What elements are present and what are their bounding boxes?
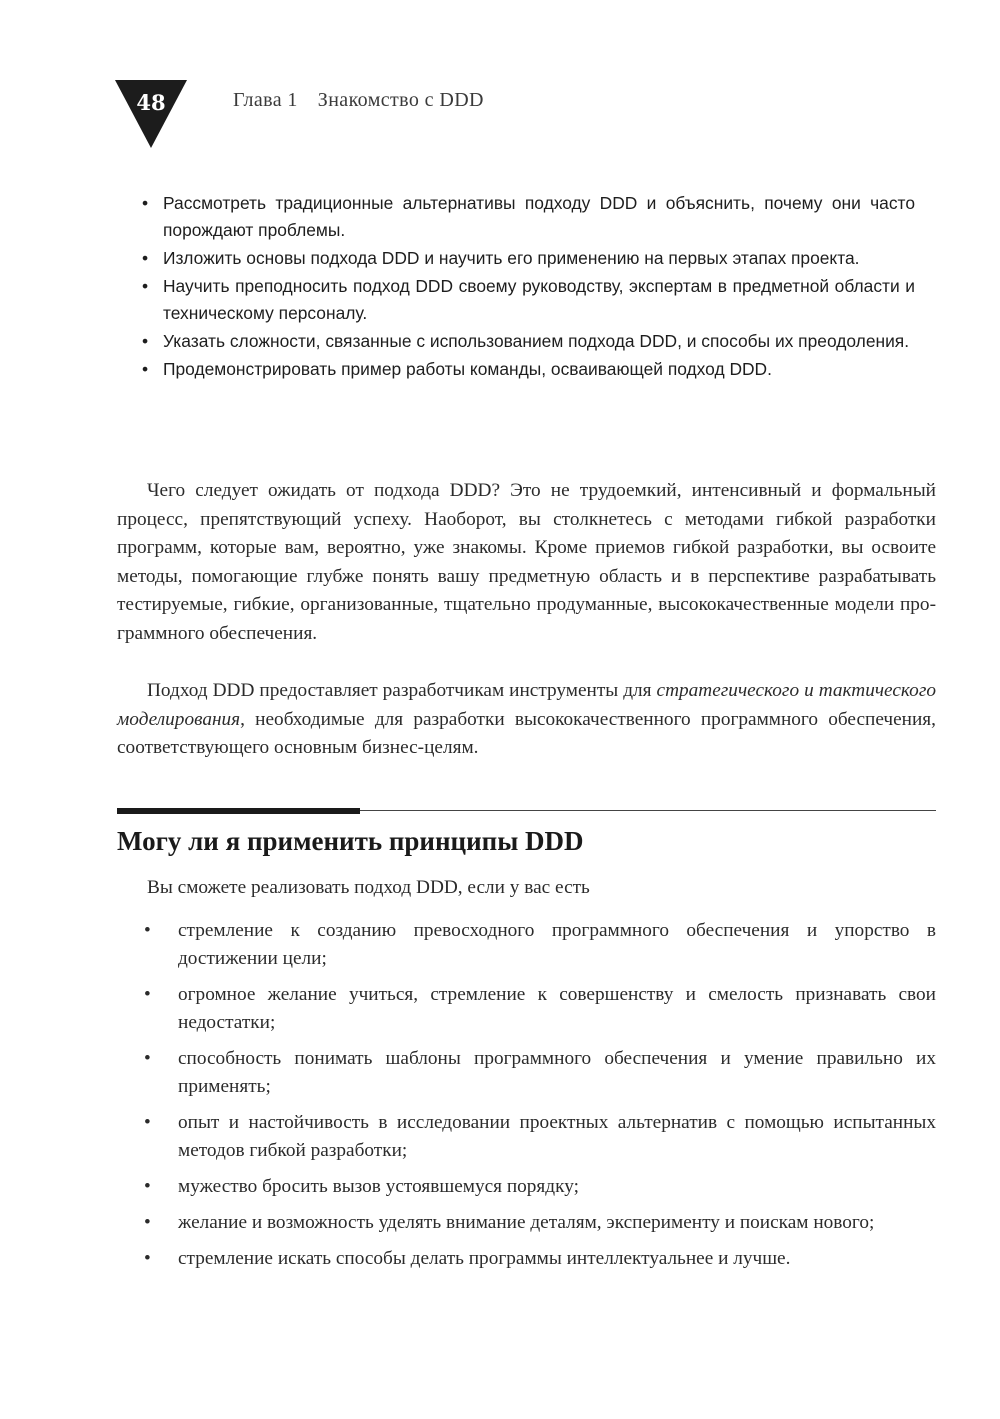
list-item: • Продемонстрировать пример работы команды, осваивающей подход DDD. <box>140 356 915 383</box>
list-item: • мужество бросить вызов устоявшемуся порядку; <box>140 1173 936 1201</box>
list-item: • стремление к созданию превосходного программного обеспечения и упорство в достижении цели; <box>140 917 936 973</box>
section-lead: Вы сможете реализовать подход DDD, если у вас есть <box>147 877 590 898</box>
chapter-title: Знакомство с DDD <box>317 89 484 111</box>
list-item: • способность понимать шаблоны программного обеспечения и умение правильно их применять; <box>140 1045 936 1101</box>
list-item: • огромное желание учиться, стремление к совершенству и смелость признавать свои недостатки; <box>140 981 936 1037</box>
list-item: • Научить преподносить подход DDD своему руководству, экспертам в предметной области и техническому персоналу. <box>140 273 915 327</box>
paragraph-text: , необходимые для разработки высококачественного программного обеспечения, соответствующего основным бизнес-целям. <box>117 708 936 759</box>
list-item: • Рассмотреть традиционные альтернативы подходу DDD и объяснить, почему они часто порождают проблемы. <box>140 190 915 244</box>
running-header <box>233 89 484 112</box>
paragraph-text: Подход DDD предоставляет разработчикам инструменты для <box>147 680 657 701</box>
section-heading: Могу ли я применить принципы DDD <box>117 826 584 856</box>
chapter-label: Глава 1 <box>233 89 298 111</box>
emphasized-text: стратегического и тактического моделирования <box>117 680 936 730</box>
list-item: • Изложить основы подхода DDD и научить его применению на первых этапах проекта. <box>140 245 915 272</box>
qualities-list <box>140 917 936 1281</box>
list-item: • желание и возможность уделять внимание деталям, эксперименту и поискам нового; <box>140 1209 936 1237</box>
divider-thick-bar <box>117 808 360 814</box>
list-item: • Указать сложности, связанные с использованием подхода DDD, и способы их преодоления. <box>140 328 915 355</box>
page-number-marker <box>115 80 187 148</box>
intro-bullet-list <box>140 190 915 384</box>
section-divider <box>117 808 936 813</box>
page-number: 48 <box>136 90 166 115</box>
list-item: • стремление искать способы делать программы интеллектуальнее и лучше. <box>140 1245 936 1273</box>
list-item: • опыт и настойчивость в исследовании проектных альтернатив с помощью испытанных методов гибкой разработки; <box>140 1109 936 1165</box>
body-paragraph <box>117 677 936 763</box>
body-paragraph: Чего следует ожидать от подхода DDD? Это не трудоемкий, интенсивный и формальный процесс, препятствующий успеху. Наоборот, вы столкнетесь с методами гибкой разработки программ, которые вам, вероятно, уже знакомы. Кроме приемов гибкой разработки, вы освоите методы, помогающие глубже понять вашу предметную область и в перспективе разрабатывать тестируемые, гибкие, организованные, тщательно продуманные, высококачественные модели программного обеспечения. <box>117 480 936 644</box>
divider-thin-line <box>360 810 936 811</box>
